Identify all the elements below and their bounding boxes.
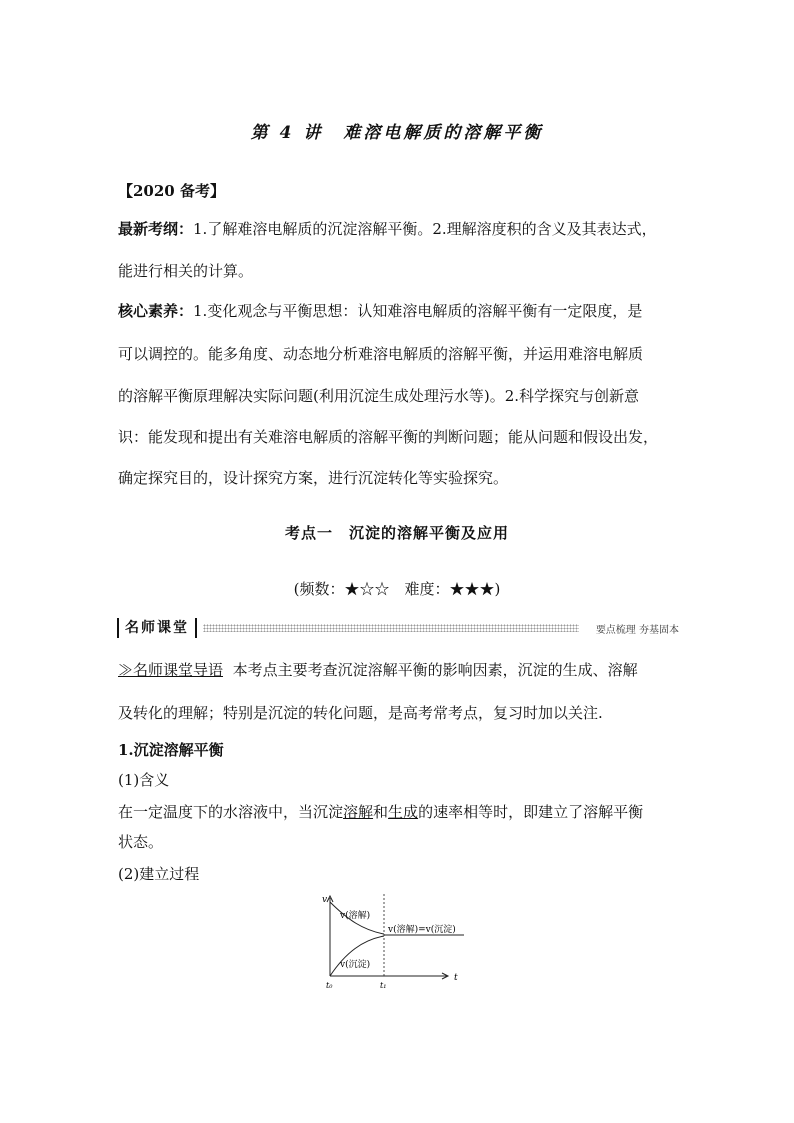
literacy-line-3: 的溶解平衡原理解决实际问题(利用沉淀生成处理污水等)。2.科学探究与创新意 [118, 387, 640, 405]
guide-line-1 [118, 660, 678, 680]
definition-line-1 [118, 802, 678, 822]
guide-line-2: 及转化的理解；特别是沉淀的转化问题，是高考常考点，复习时加以关注. [118, 704, 603, 722]
banner-label: 名师课堂 [117, 618, 197, 638]
dissolve-label: v(溶解) [340, 911, 371, 921]
equal-label: v(溶解)=v(沉淀) [388, 925, 456, 935]
literacy-line-5: 确定探究目的，设计探究方案，进行沉淀转化等实验探究。 [118, 469, 509, 487]
origin-label: t₀ [326, 981, 333, 990]
topic-meta: (频数：★☆☆ 难度：★★★) [293, 580, 501, 598]
literacy-label: 核心素养： [118, 302, 194, 320]
t1-label: t₁ [380, 981, 387, 990]
definition-underline-dissolve: 溶解 [343, 803, 374, 821]
literacy-line-2: 可以调控的。能多角度、动态地分析难溶电解质的溶解平衡，并运用难溶电解质 [118, 345, 644, 363]
mingshi-banner [117, 618, 679, 638]
definition-text-b: 和 [373, 803, 389, 821]
equilibrium-figure [318, 890, 488, 990]
guide-text-1: 本考点主要考查沉淀溶解平衡的影响因素，沉淀的生成、溶解 [232, 661, 638, 679]
literacy-line-1 [118, 301, 678, 321]
definition-text-c: 的速率相等时，即建立了溶解平衡 [418, 803, 644, 821]
page-title: 第 4 讲 难溶电解质的溶解平衡 [250, 123, 544, 143]
literacy-line-4: 识：能发现和提出有关难溶电解质的溶解平衡的判断问题；能从问题和假设出发， [118, 428, 659, 446]
prep-tag: 【2020 备考】 [118, 182, 225, 200]
sub-heading-meaning: (1)含义 [118, 771, 170, 789]
banner-dotted-rule [203, 624, 579, 632]
banner-right-text: 要点梳理 夯基固本 [595, 625, 679, 636]
syllabus-line-2: 能进行相关的计算。 [118, 262, 254, 280]
x-axis-label: t [454, 973, 458, 983]
topic-heading: 考点一 沉淀的溶解平衡及应用 [284, 524, 509, 542]
literacy-text-1: 1.变化观念与平衡思想：认知难溶电解质的溶解平衡有一定限度，是 [193, 302, 643, 320]
guide-prefix: ≫名师课堂导语 [118, 661, 224, 679]
definition-underline-form: 生成 [388, 803, 419, 821]
y-axis-label: v [322, 895, 328, 905]
sub-heading-process: (2)建立过程 [118, 865, 200, 883]
definition-text-a: 在一定温度下的水溶液中，当沉淀 [118, 803, 344, 821]
syllabus-text-1: 1.了解难溶电解质的沉淀溶解平衡。2.理解溶度积的含义及其表达式， [193, 220, 657, 238]
section-heading: 1.沉淀溶解平衡 [118, 741, 224, 759]
definition-line-2: 状态。 [118, 833, 164, 851]
syllabus-line-1 [118, 219, 678, 239]
precipitate-curve [330, 936, 384, 976]
precipitate-label: v(沉淀) [340, 960, 371, 970]
syllabus-label: 最新考纲： [118, 220, 194, 238]
